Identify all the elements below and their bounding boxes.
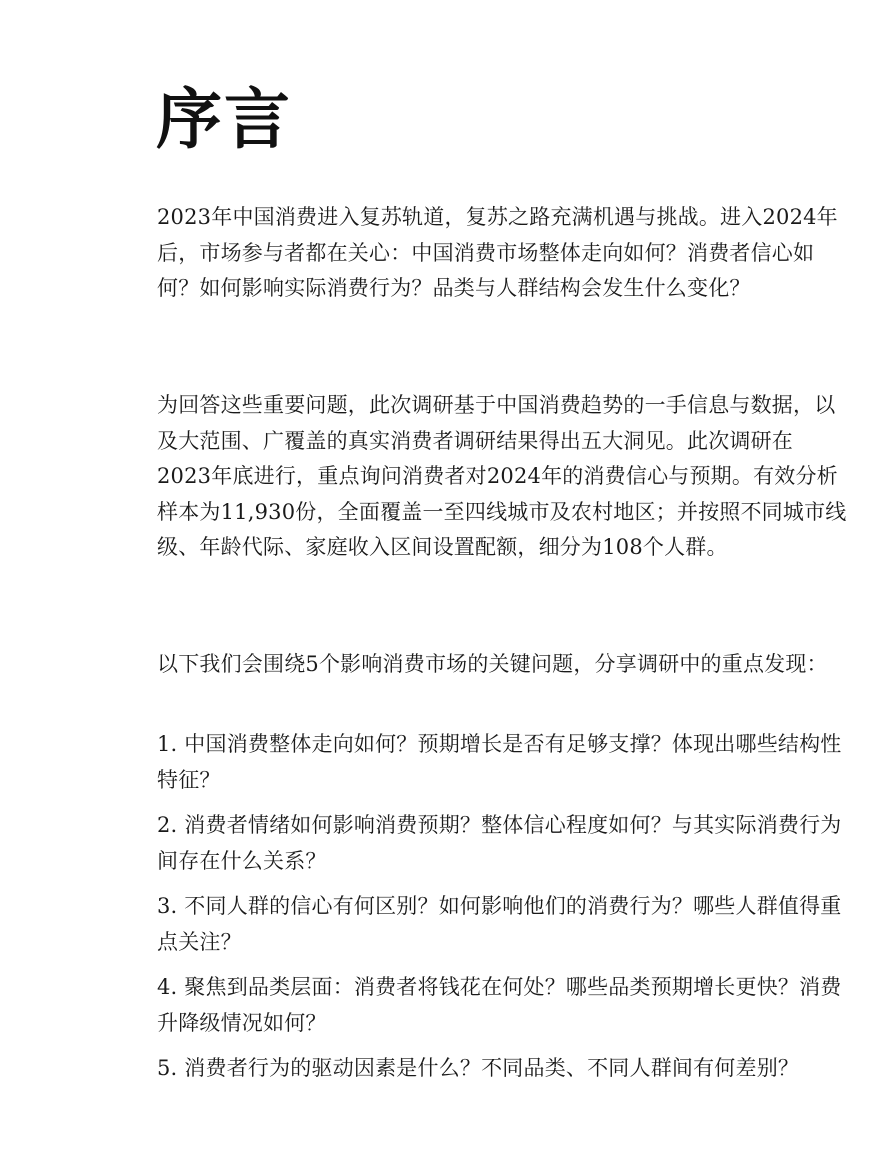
key-questions-list: [157, 727, 847, 1097]
methodology-paragraph: 为回答这些重要问题，此次调研基于中国消费趋势的一手信息与数据，以及大范围、广覆盖的真实消费者调研结果得出五大洞见。此次调研在2023年底进行，重点询问消费者对2024年的消费信心与预期。有效分析样本为11,930份，全面覆盖一至四线城市及农村地区；并按照不同城市线级、年龄代际、家庭收入区间设置配额，细分为108个人群。: [157, 393, 847, 559]
list-item: 2. 消费者情绪如何影响消费预期？整体信心程度如何？与其实际消费行为间存在什么关系？: [157, 813, 842, 873]
intro-paragraph: 2023年中国消费进入复苏轨道，复苏之路充满机遇与挑战。进入2024年后，市场参与者都在关心：中国消费市场整体走向如何？消费者信心如何？如何影响实际消费行为？品类与人群结构会发生什么变化？: [157, 205, 838, 300]
page-title: 序言: [156, 80, 292, 158]
findings-intro-paragraph: 以下我们会围绕5个影响消费市场的关键问题，分享调研中的重点发现：: [157, 652, 828, 676]
list-item: 4. 聚焦到品类层面：消费者将钱花在何处？哪些品类预期增长更快？消费升降级情况如何？: [157, 975, 842, 1035]
list-item: 5. 消费者行为的驱动因素是什么？不同品类、不同人群间有何差别？: [157, 1056, 800, 1080]
list-item: 1. 中国消费整体走向如何？预期增长是否有足够支撑？体现出哪些结构性特征？: [157, 732, 842, 792]
list-item: 3. 不同人群的信心有何区别？如何影响他们的消费行为？哪些人群值得重点关注？: [157, 894, 842, 954]
